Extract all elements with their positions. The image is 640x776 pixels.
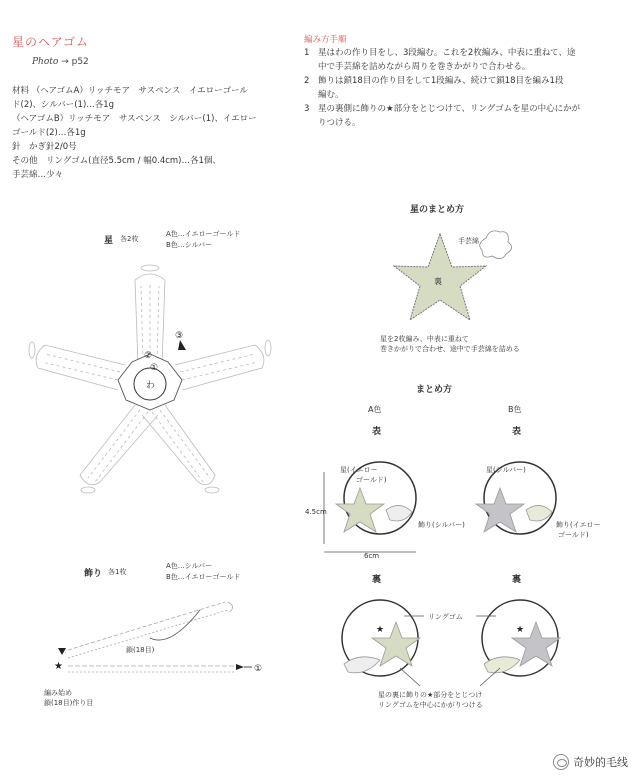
a-deco-label: 飾り(シルバー): [418, 521, 465, 529]
step-number: 3: [304, 104, 310, 114]
star-b-front: [476, 488, 524, 532]
step-item: [304, 46, 626, 74]
deco-start-label: 編み始め: [44, 689, 72, 697]
star-chart-count: 各2枚: [120, 235, 139, 243]
step-text: りつける。: [318, 118, 361, 128]
deco-start-arrow-icon: [58, 648, 66, 655]
deco-color-b: B色…イエローゴールド: [166, 573, 241, 581]
star-color-b: B色…シルバー: [166, 241, 213, 249]
wechat-icon: [553, 754, 569, 770]
photo-page[interactable]: p52: [71, 57, 89, 67]
deco-start-sub: 鎖(18目)作り目: [44, 699, 94, 707]
steps-list: [304, 46, 626, 130]
stuffing-label: 手芸綿: [458, 237, 479, 245]
deco-star-mark: ★: [54, 661, 63, 672]
round-3-mark: ③: [175, 331, 184, 341]
step-item: [304, 74, 626, 102]
materials-line: その他 リングゴム(直径5.5cm / 幅0.4cm)…各1個、: [12, 156, 221, 166]
photo-label: Photo: [32, 57, 59, 67]
front-assembly-figure: [300, 440, 630, 560]
materials-line: ゴールド(2)…各1g: [12, 128, 86, 138]
start-arrow-icon: [178, 340, 186, 350]
deco-chain-label: 鎖(18目): [126, 646, 155, 654]
deco-row-1-mark: ①: [254, 664, 263, 674]
b-star-label: 星(シルバー): [486, 466, 526, 474]
page-title: 星のヘアゴム: [12, 35, 90, 49]
deco-a-front: [386, 505, 412, 521]
step-number: 1: [304, 48, 310, 58]
step-number: 2: [304, 76, 310, 86]
step-text: 星はわの作り目をし、3段編む。これを2枚編み、中表に重ねて、途: [318, 48, 576, 58]
deco-color-a: A色…シルバー: [166, 562, 213, 570]
star-arm-left: [36, 345, 125, 390]
back-assembly-figure: [300, 588, 630, 698]
star-a-front: [336, 488, 384, 532]
materials-line: 針 かぎ針2/0号: [12, 142, 77, 152]
step-item: [304, 102, 626, 130]
col-b-label: B色: [508, 405, 522, 414]
star-arm-bottom-left-stitches: [88, 410, 148, 482]
round-1-mark: ①: [150, 363, 159, 373]
a-star-label: 星(イエロー: [340, 466, 378, 474]
decoration-crochet-chart: [40, 588, 280, 678]
star-assembly-caption: 星を2枚編み、中表に重ねて: [380, 335, 469, 343]
star-arm-right: [175, 345, 264, 390]
back-label-b: 裏: [512, 575, 522, 585]
deco-chart-title: 飾り: [84, 569, 103, 579]
a-star-label-2: ゴールド): [356, 476, 387, 484]
star-assembly-title: 星のまとめ方: [410, 205, 465, 215]
star-back-label: 裏: [434, 277, 442, 286]
star-arm-top-stitches: [141, 282, 159, 360]
round-2-mark: ②: [144, 351, 153, 361]
watermark-text: 奇妙的毛线: [573, 756, 628, 769]
star-tip-chain: [141, 265, 159, 271]
star-crochet-chart: [0, 250, 300, 500]
front-label-a: 表: [372, 427, 382, 437]
star-assembly-caption: 巻きかがりで合わせ、途中で手芸綿を詰める: [380, 345, 520, 353]
star-chart-title: 星: [104, 236, 114, 246]
height-dimension-label: 4.5cm: [305, 508, 327, 516]
materials-list: [12, 84, 282, 182]
deco-chain-upper: [68, 602, 225, 650]
photo-reference: [32, 57, 89, 67]
materials-line: ド(2)、シルバー(1)…各1g: [12, 100, 115, 110]
star-tip-chain: [81, 487, 95, 493]
star-arm-left-stitches: [42, 354, 120, 380]
photo-arrow: →: [61, 57, 69, 67]
deco-row-arrow-icon: [236, 664, 244, 670]
assembly-caption: 星の裏に飾りの★部分をとじつけ: [378, 691, 483, 699]
watermark: [553, 754, 628, 770]
step-text: 中で手芸綿を詰めながら周りを巻きかがりで合わせる。: [318, 62, 531, 72]
star-tip-chain: [29, 342, 35, 358]
steps-heading: 編み方手順: [304, 35, 347, 45]
deco-chart-count: 各1枚: [108, 568, 127, 576]
assembly-title: まとめ方: [416, 385, 453, 395]
deco-b-front: [526, 505, 552, 521]
step-text: 飾りは鎖18目の作り目をして1段編み、続けて鎖18目を編み1段: [318, 76, 564, 86]
b-deco-label: 飾り(イエロー: [556, 521, 601, 529]
deco-b-back: [484, 657, 520, 673]
star-arm-bottom-right-stitches: [152, 410, 210, 482]
back-label-a: 裏: [372, 575, 382, 585]
star-arm-bottom-right: [142, 405, 215, 485]
materials-line: 材料 （ヘアゴムA）リッチモア サスペンス イエローゴール: [12, 86, 248, 96]
star-tip-chain: [205, 487, 219, 493]
star-tip-chain: [265, 340, 271, 356]
star-arm-right-stitches: [180, 354, 258, 380]
assembly-caption: リングゴムを中心にかがりつける: [378, 701, 483, 709]
width-dimension-label: 6cm: [364, 552, 380, 560]
col-a-label: A色: [368, 405, 382, 414]
stuffing-cloud-icon: [480, 231, 512, 259]
chain-label-leader: [150, 610, 200, 640]
front-label-b: 表: [512, 427, 522, 437]
star-assembly-figure: [378, 222, 528, 332]
star-mark-a: ★: [376, 625, 385, 635]
star-color-a: A色…イエローゴールド: [166, 230, 241, 238]
caption-leader: [400, 668, 500, 686]
materials-line: （ヘアゴムB）リッチモア サスペンス シルバー(1)、イエロー: [12, 114, 257, 124]
deco-turn: [228, 602, 233, 612]
step-text: 星の裏側に飾りの★部分をとじつけて、リングゴムを星の中心にかが: [318, 104, 581, 114]
magic-ring-label: わ: [146, 381, 156, 391]
b-deco-label-2: ゴールド): [558, 531, 589, 539]
materials-line: 手芸綿…少々: [12, 170, 64, 180]
deco-chain-rows: [68, 602, 235, 672]
deco-a-back: [344, 657, 380, 673]
step-text: 編む。: [318, 90, 344, 100]
ring-elastic-label: リングゴム: [428, 613, 463, 621]
star-mark-b: ★: [516, 625, 525, 635]
